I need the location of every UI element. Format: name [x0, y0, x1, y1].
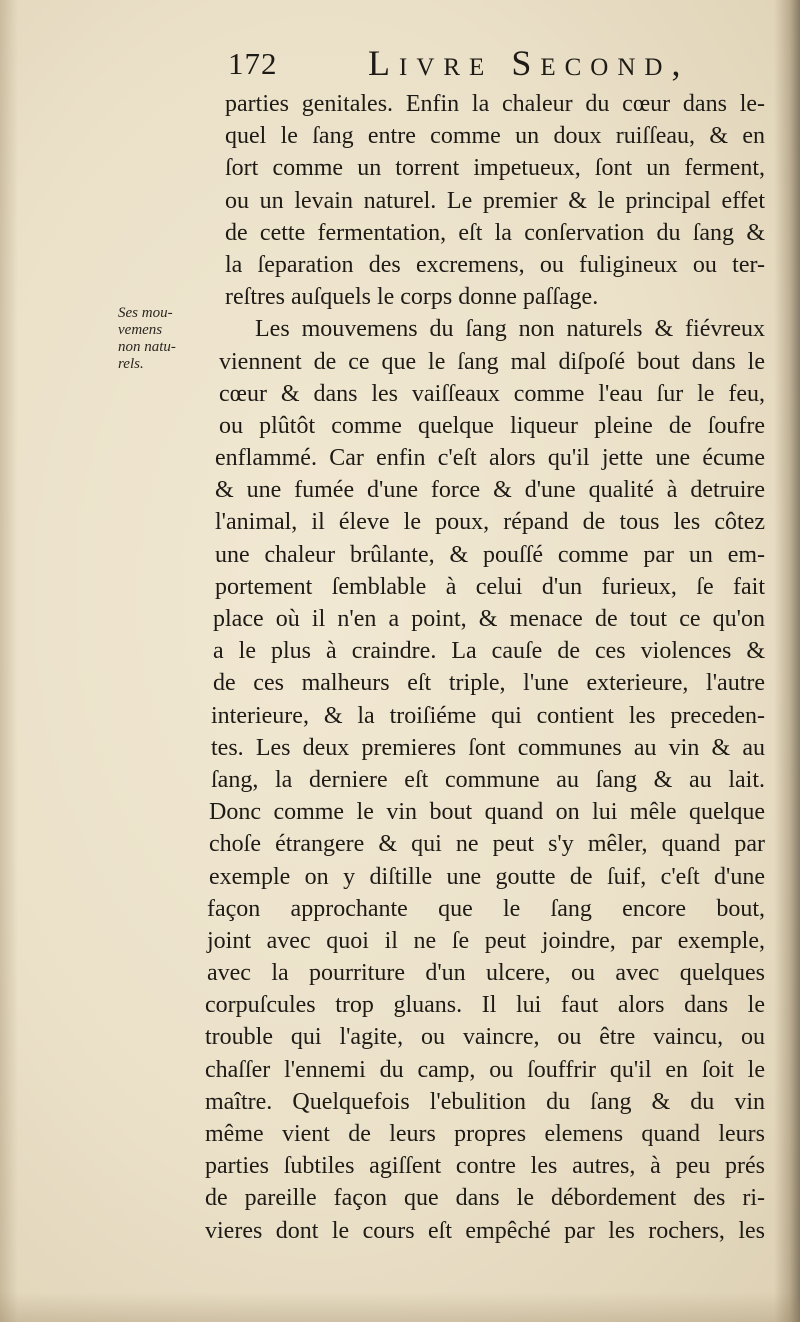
- text-line: même vient de leurs propres elemens quand leurs: [205, 1121, 765, 1147]
- text-line: enflammé. Car enfin c'eſt alors qu'il jette une écume: [215, 445, 765, 472]
- text-line: exemple on y diſtille une goutte de ſuif, c'eſt d'une: [209, 863, 765, 890]
- text-line: & une fumée d'une force & d'une qualité à detruire: [215, 477, 765, 504]
- margin-note-line: rels.: [118, 356, 144, 372]
- text-line: chaſſer l'ennemi du camp, ou ſouffrir qu'il en ſoit le: [205, 1056, 765, 1083]
- text-line: portement ſemblable à celui d'un furieux, ſe fait: [215, 573, 765, 600]
- page-header: [228, 42, 768, 92]
- text-line: une chaleur brûlante, & pouſſé comme par un em-: [215, 541, 765, 568]
- running-head: Livre Second,: [368, 43, 690, 83]
- text-line: trouble qui l'agite, ou vaincre, ou être vaincu, ou: [205, 1024, 765, 1051]
- text-line: l'animal, il éleve le poux, répand de tous les côtez: [215, 509, 765, 536]
- page-bottom-edge: [0, 1292, 800, 1322]
- text-line: choſe étrangere & qui ne peut s'y mêler, quand par: [209, 831, 765, 858]
- margin-note-line: non natu-: [118, 339, 176, 355]
- margin-note: [118, 305, 214, 373]
- page-left-edge: [0, 0, 18, 1322]
- text-line: vieres dont le cours eſt empêché par les rochers, les: [205, 1217, 765, 1244]
- text-line: parties genitales. Enfin la chaleur du cœur dans le-: [225, 91, 765, 117]
- text-line: de pareille façon que dans le débordement des ri-: [205, 1185, 765, 1212]
- text-line: façon approchante que le ſang encore bout,: [207, 895, 765, 922]
- text-line: ſang, la derniere eſt commune au ſang & au lait.: [211, 766, 765, 793]
- text-line: cœur & dans les vaiſſeaux comme l'eau ſur le feu,: [219, 380, 765, 407]
- text-line: place où il n'en a point, & menace de tout ce qu'on: [213, 606, 765, 632]
- body-text: [205, 88, 785, 1247]
- margin-note-line: vemens: [118, 322, 163, 338]
- text-line: ſort comme un torrent impetueux, ſont un ferment,: [225, 155, 765, 182]
- text-line: ou plûtôt comme quelque liqueur pleine de ſoufre: [219, 412, 765, 439]
- text-line: interieure, & la troiſiéme qui contient les preceden-: [211, 702, 765, 729]
- text-line: avec la pourriture d'un ulcere, ou avec quelques: [207, 960, 765, 987]
- text-line: de ces malheurs eſt triple, l'une exterieure, l'autre: [213, 670, 765, 697]
- page-number: 172: [228, 46, 278, 81]
- text-line: Les mouvemens du ſang non naturels & fiévreux: [255, 316, 765, 343]
- text-line: viennent de ce que le ſang mal diſpoſé bout dans le: [219, 348, 765, 375]
- text-line: Donc comme le vin bout quand on lui mêle quelque: [209, 799, 765, 826]
- text-line: la ſeparation des excremens, ou fuligineux ou ter-: [225, 251, 765, 278]
- text-line: quel le ſang entre comme un doux ruiſſeau, & en: [225, 123, 765, 150]
- text-line: corpuſcules trop gluans. Il lui faut alors dans le: [205, 992, 765, 1019]
- text-line: a le plus à craindre. La cauſe de ces violences &: [213, 638, 765, 665]
- text-line: de cette fermentation, eſt la conſervation du ſang &: [225, 219, 765, 246]
- text-line: maître. Quelquefois l'ebulition du ſang & du vin: [205, 1088, 765, 1115]
- text-line: parties ſubtiles agiſſent contre les autres, à peu prés: [205, 1153, 765, 1180]
- text-line: tes. Les deux premieres ſont communes au vin & au: [211, 734, 765, 761]
- text-line: ou un levain naturel. Le premier & le principal effet: [225, 187, 765, 214]
- text-line: reſtres auſquels le corps donne paſſage.: [225, 284, 599, 311]
- margin-note-line: Ses mou-: [118, 305, 173, 321]
- text-line: joint avec quoi il ne ſe peut joindre, par exemple,: [207, 927, 765, 954]
